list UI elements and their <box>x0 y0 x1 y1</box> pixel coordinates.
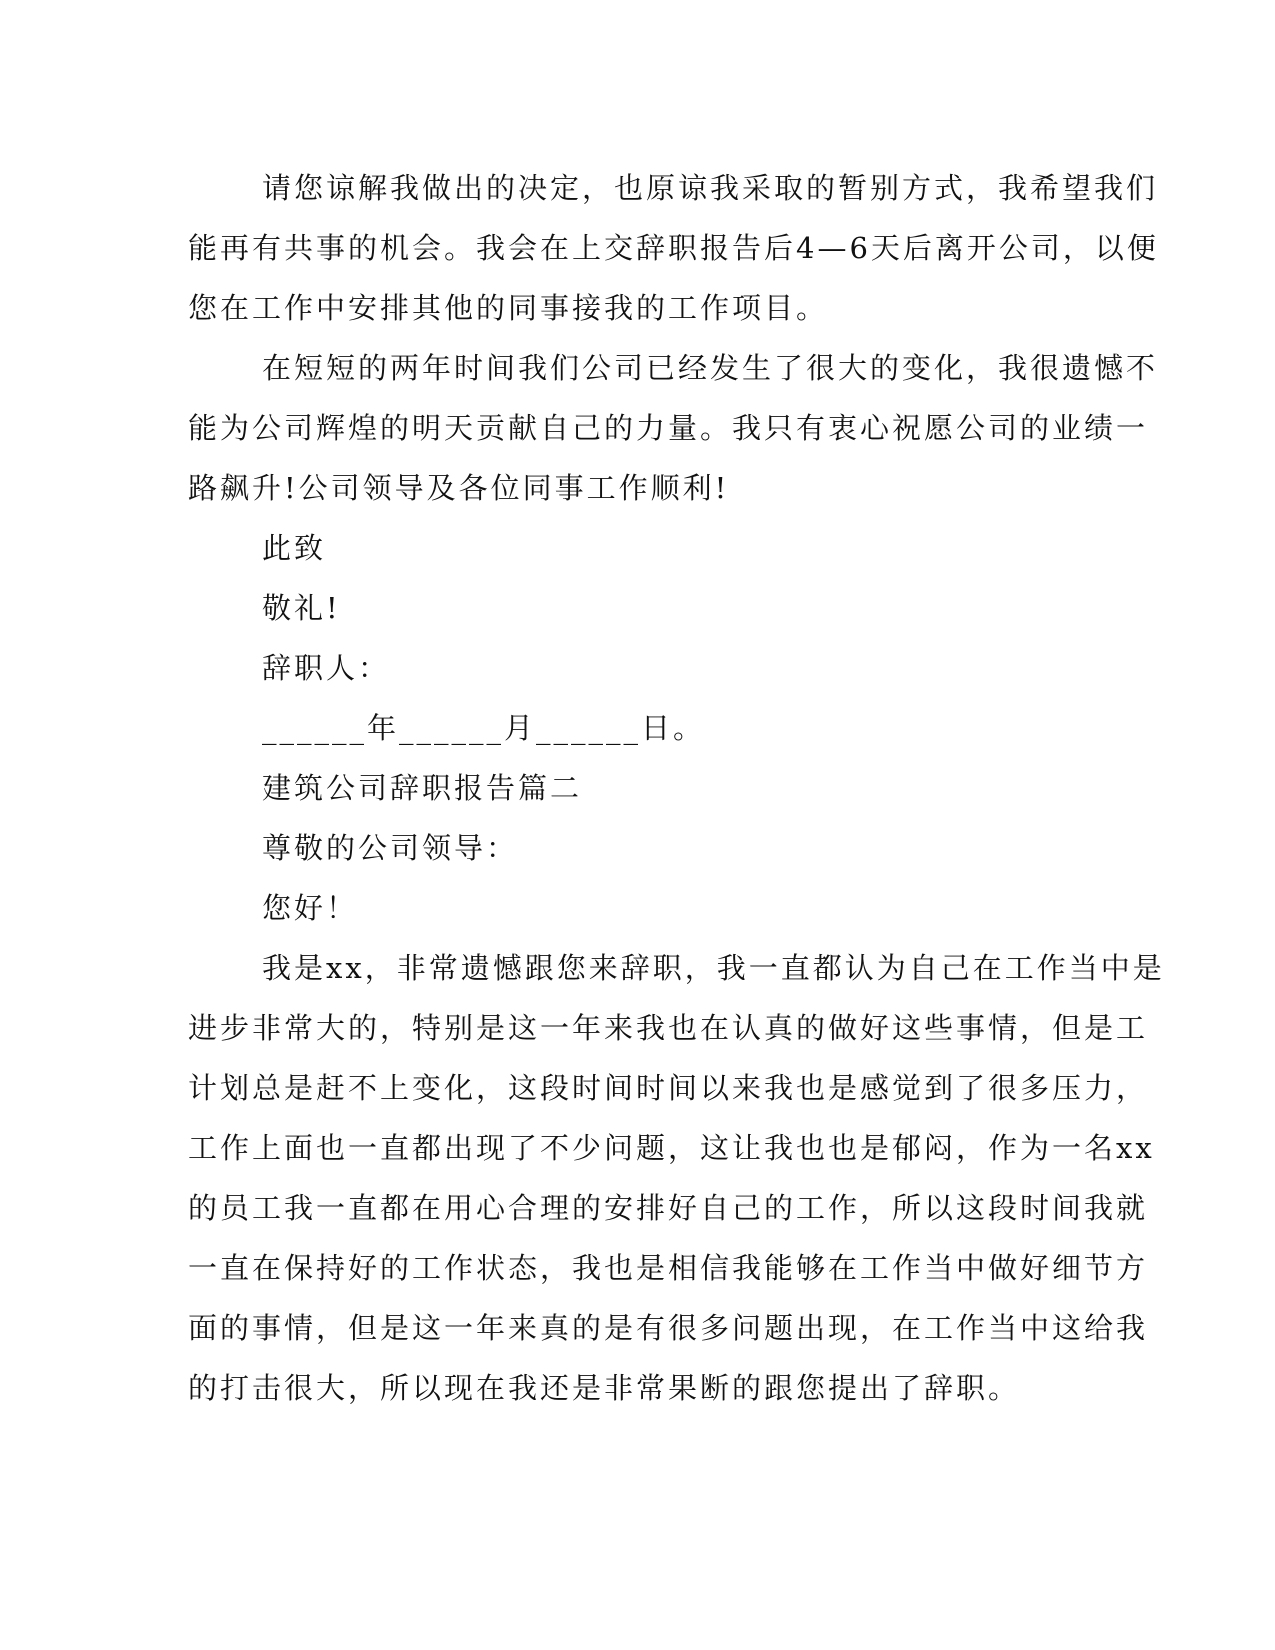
section-title: 建筑公司辞职报告篇二 <box>262 771 583 805</box>
signature-label: 辞职人： <box>262 651 391 685</box>
paragraph-1-line-1: 请您谅解我做出的决定，也原谅我采取的暂别方式，我希望我们 <box>262 171 1159 205</box>
paragraph-3-line-5: 的员工我一直都在用心合理的安排好自己的工作，所以这段时间我就 <box>188 1191 1149 1225</box>
paragraph-3-line-6: 一直在保持好的工作状态，我也是相信我能够在工作当中做好细节方 <box>188 1251 1149 1285</box>
paragraph-2-line-1: 在短短的两年时间我们公司已经发生了很大的变化，我很遗憾不 <box>262 351 1159 385</box>
paragraph-2-line-3: 路飙升!公司领导及各位同事工作顺利! <box>188 471 730 505</box>
paragraph-3-line-3: 计划总是赶不上变化，这段时间时间以来我也是感觉到了很多压力， <box>188 1071 1149 1105</box>
paragraph-3-line-1: 我是xx，非常遗憾跟您来辞职，我一直都认为自己在工作当中是 <box>262 951 1165 985</box>
greeting-hello: 您好！ <box>262 891 359 925</box>
paragraph-2-line-2: 能为公司辉煌的明天贡献自己的力量。我只有衷心祝愿公司的业绩一 <box>188 411 1149 445</box>
greeting-recipient: 尊敬的公司领导： <box>262 831 519 865</box>
date-line: ______年______月______日。 <box>262 711 706 745</box>
paragraph-3-line-7: 面的事情，但是这一年来真的是有很多问题出现，在工作当中这给我 <box>188 1311 1149 1345</box>
paragraph-3-line-2: 进步非常大的，特别是这一年来我也在认真的做好这些事情，但是工 <box>188 1011 1149 1045</box>
paragraph-3-line-4: 工作上面也一直都出现了不少问题，这让我也也是郁闷，作为一名xx <box>188 1131 1155 1165</box>
paragraph-1-line-2: 能再有共事的机会。我会在上交辞职报告后4—6天后离开公司，以便 <box>188 231 1159 265</box>
paragraph-3-line-8: 的打击很大，所以现在我还是非常果断的跟您提出了辞职。 <box>188 1371 1021 1405</box>
paragraph-1-line-3: 您在工作中安排其他的同事接我的工作项目。 <box>188 291 829 325</box>
closing-salutation: 此致 <box>262 531 327 565</box>
closing-regards: 敬礼! <box>262 591 341 625</box>
